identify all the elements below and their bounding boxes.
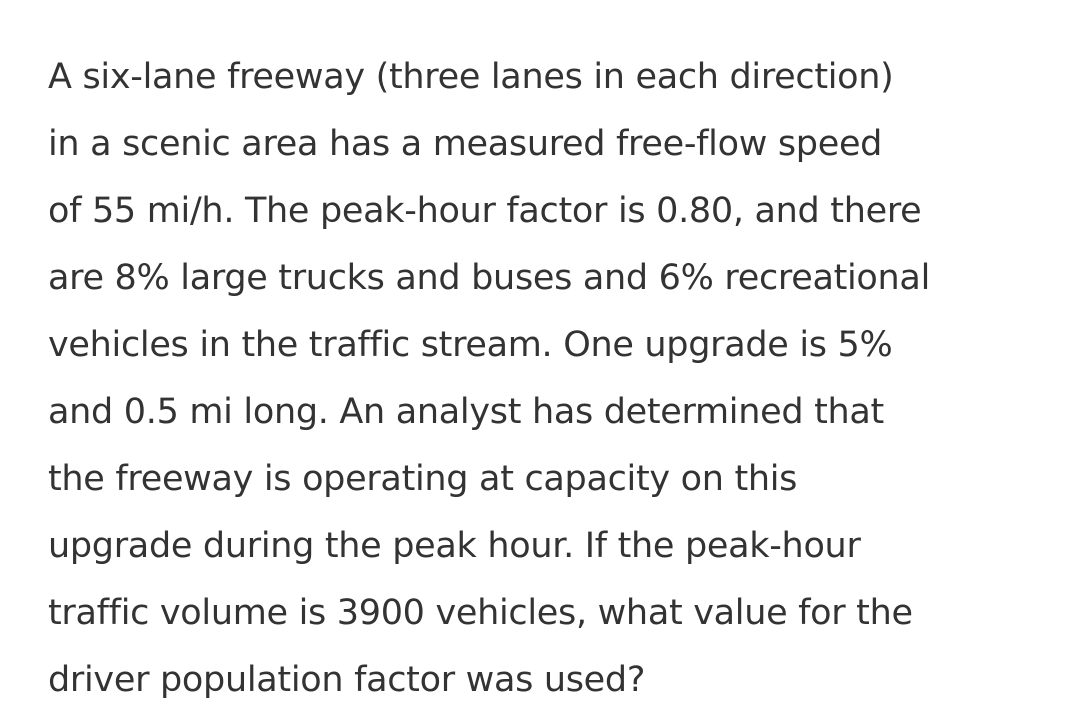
question-line: traffic volume is 3900 vehicles, what value for the: [48, 593, 913, 633]
question-line: the freeway is operating at capacity on this: [48, 459, 798, 499]
question-line: vehicles in the traffic stream. One upgrade is 5%: [48, 325, 893, 365]
question-line: in a scenic area has a measured free-flow speed: [48, 124, 883, 164]
question-line: upgrade during the peak hour. If the peak-hour: [48, 526, 861, 566]
question-line: and 0.5 mi long. An analyst has determined that: [48, 392, 884, 432]
question-line: of 55 mi/h. The peak-hour factor is 0.80, and there: [48, 191, 922, 231]
question-line: A six-lane freeway (three lanes in each direction): [48, 57, 894, 97]
question-line: are 8% large trucks and buses and 6% recreational: [48, 258, 931, 298]
question-line: driver population factor was used?: [48, 660, 646, 700]
question-text: [48, 44, 1058, 714]
